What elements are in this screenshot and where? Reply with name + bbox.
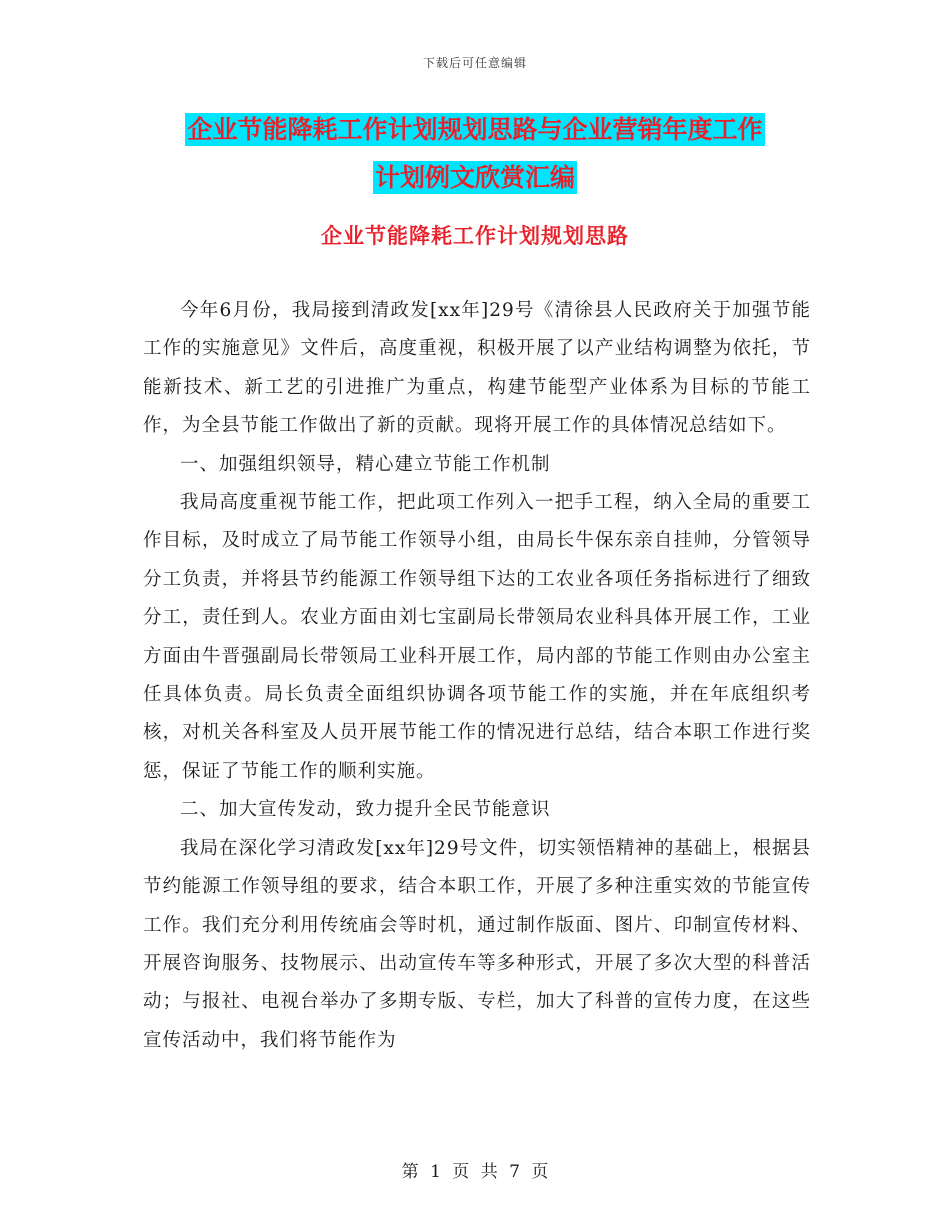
paragraph-organization: 我局高度重视节能工作，把此项工作列入一把手工程，纳入全局的重要工作目标，及时成立了局节能工作领导小组，由局长牛保东亲自挂帅，分管领导分工负责，并将县节约能源工作领导组下达的工农业各项任务指标进行了细致分工，责任到人。农业方面由刘七宝副局长带领局农业科具体开展工作，工业方面由牛晋强副局长带领局工业科开展工作，局内部的节能工作则由办公室主任具体负责。局长负责全面组织协调各项节能工作的实施，并在年底组织考核，对机关各科室及人员开展节能工作的情况进行总结，结合本职工作进行奖惩，保证了节能工作的顺利实施。 [143,492,811,782]
paragraph-publicity: 我局在深化学习清政发[xx年]29号文件，切实领悟精神的基础上，根据县节约能源工作领导组的要求，结合本职工作，开展了多种注重实效的节能宣传工作。我们充分利用传统庙会等时机，通过制作版面、图片、印制宣传材料、开展咨询服务、技物展示、出动宣传车等多种形式，开展了多次大型的科普活动；与报社、电视台举办了多期专版、专栏，加大了科普的宣传力度，在这些宣传活动中，我们将节能作为 [143,837,811,1051]
main-title-line-1: 企业节能降耗工作计划规划思路与企业营销年度工作 [187,115,763,144]
page-footer: 第 1 页 共 7 页 [401,1162,549,1182]
heading-two: 二、加大宣传发动，致力提升全民节能意识 [180,799,551,821]
heading-one: 一、加强组织领导，精心建立节能工作机制 [180,453,551,475]
paragraph-intro: 今年6月份，我局接到清政发[xx年]29号《清徐县人民政府关于加强节能工作的实施意见》文件后，高度重视，积极开展了以产业结构调整为依托，节能新技术、新工艺的引进推广为重点，构建节能型产业体系为目标的节能工作，为全县节能工作做出了新的贡献。现将开展工作的具体情况总结如下。 [143,300,811,437]
section-title: 企业节能降耗工作计划规划思路 [321,223,629,248]
header-note: 下载后可任意编辑 [422,56,527,70]
main-title-line-2: 计划例文欣赏汇编 [374,163,575,192]
main-title [140,106,810,202]
body-text [143,292,811,1060]
